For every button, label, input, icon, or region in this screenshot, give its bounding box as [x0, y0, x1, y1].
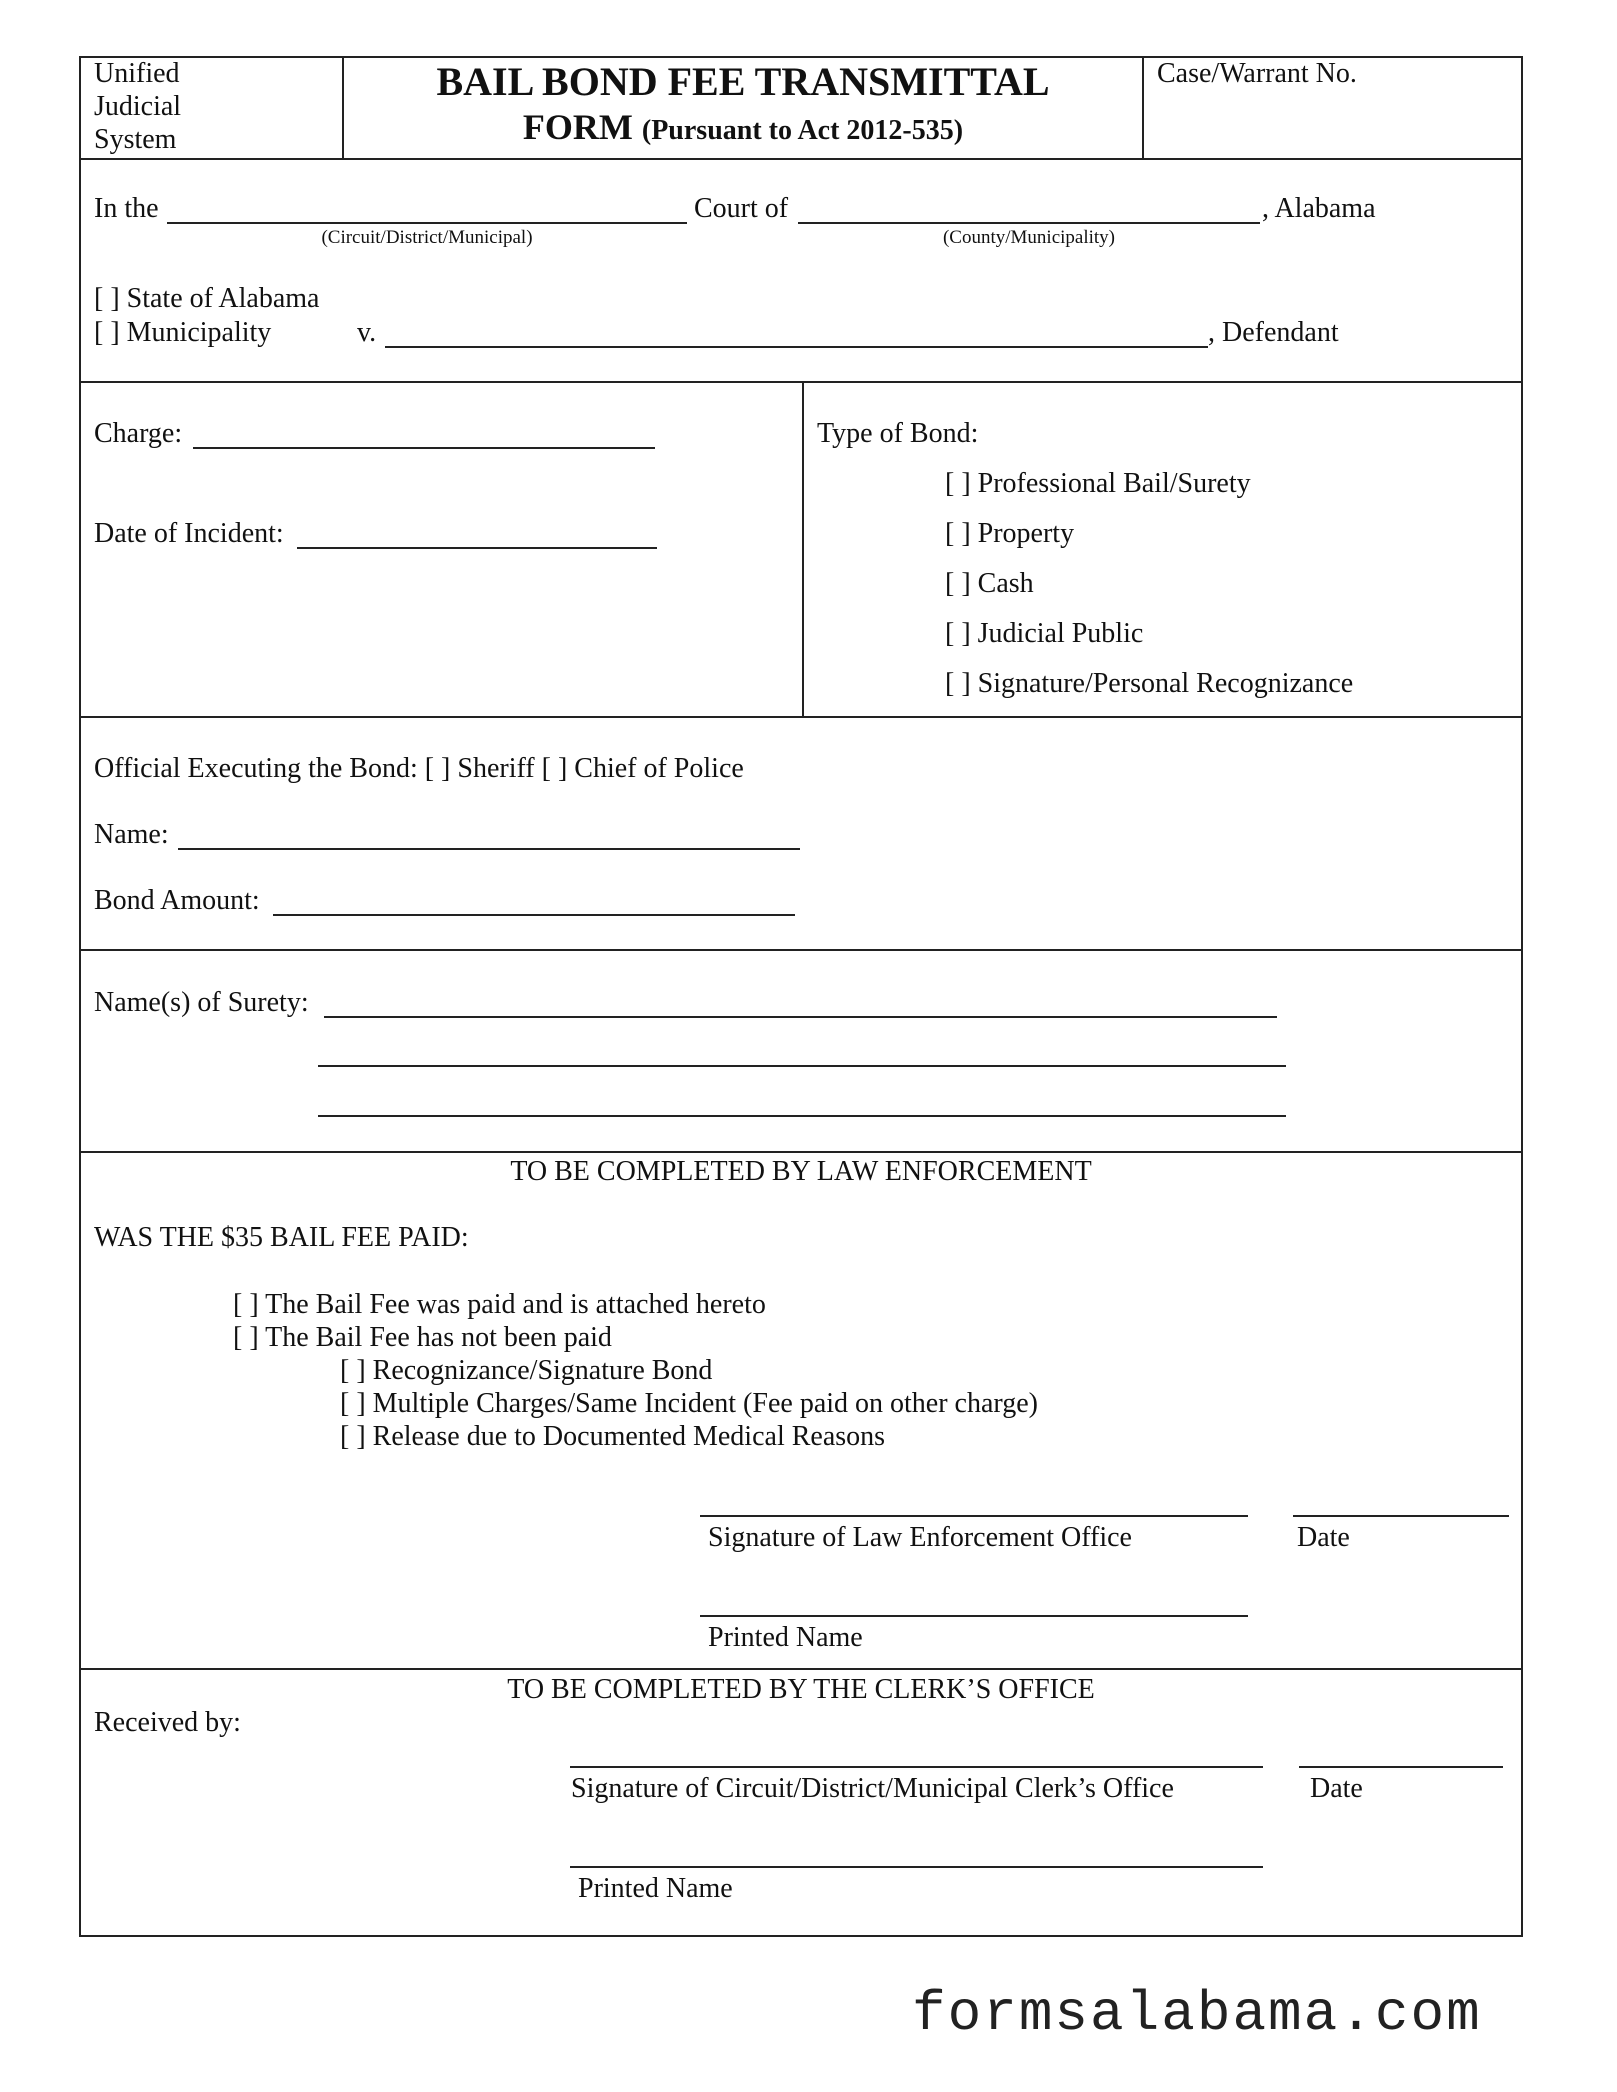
- surety-field-3[interactable]: [318, 1115, 1286, 1117]
- medical-release-option[interactable]: [ ] Release due to Documented Medical Reasons: [340, 1421, 886, 1452]
- municipality-option[interactable]: [ ] Municipality: [94, 317, 272, 348]
- case-warrant-label: Case/Warrant No.: [1157, 58, 1357, 89]
- official-executing-line[interactable]: Official Executing the Bond: [ ] Sheriff [ ] Chief of Police: [94, 753, 744, 784]
- officer-signature-label: Signature of Law Enforcement Office: [708, 1522, 1132, 1553]
- state-of-alabama-option[interactable]: [ ] State of Alabama: [94, 283, 320, 314]
- officer-date-label: Date: [1297, 1522, 1350, 1553]
- charge-field[interactable]: [193, 447, 655, 449]
- county-hint: (County/Municipality): [942, 227, 1116, 248]
- type-of-bond-label: Type of Bond:: [817, 418, 979, 449]
- fee-not-paid-option[interactable]: [ ] The Bail Fee has not been paid: [233, 1322, 612, 1353]
- case-warrant-field[interactable]: [1146, 92, 1518, 154]
- officer-date-field[interactable]: [1293, 1515, 1509, 1517]
- multiple-charges-option[interactable]: [ ] Multiple Charges/Same Incident (Fee paid on other charge): [340, 1388, 1038, 1419]
- form-title-subtitle: (Pursuant to Act 2012-535): [641, 115, 964, 146]
- clerk-signature-label: Signature of Circuit/District/Municipal Clerk’s Office: [571, 1773, 1174, 1804]
- bond-type-professional[interactable]: [ ] Professional Bail/Surety: [945, 468, 1251, 499]
- system-line-1: Unified: [94, 58, 180, 89]
- county-field[interactable]: [798, 222, 1260, 224]
- defendant-label: , Defendant: [1208, 317, 1339, 348]
- form-title-line-2: [344, 106, 1142, 152]
- court-type-hint: (Circuit/District/Municipal): [321, 227, 533, 248]
- clerk-printed-name-field[interactable]: [570, 1866, 1263, 1868]
- official-name-label: Name:: [94, 819, 169, 850]
- bond-type-signature[interactable]: [ ] Signature/Personal Recognizance: [945, 668, 1354, 699]
- bond-type-property[interactable]: [ ] Property: [945, 518, 1075, 549]
- surety-field-1[interactable]: [324, 1016, 1277, 1018]
- surety-field-2[interactable]: [318, 1065, 1286, 1067]
- site-watermark: formsalabama.com: [912, 1982, 1482, 2046]
- court-of-label: Court of: [694, 193, 789, 224]
- charge-label: Charge:: [94, 418, 183, 449]
- system-line-2: Judicial: [94, 91, 182, 122]
- officer-printed-name-field[interactable]: [700, 1615, 1248, 1617]
- clerk-printed-name-label: Printed Name: [578, 1873, 733, 1904]
- clerk-date-field[interactable]: [1299, 1766, 1503, 1768]
- date-of-incident-label: Date of Incident:: [94, 518, 284, 549]
- recognizance-option[interactable]: [ ] Recognizance/Signature Bond: [340, 1355, 713, 1386]
- officer-signature-field[interactable]: [700, 1515, 1248, 1517]
- alabama-label: , Alabama: [1262, 193, 1376, 224]
- form-title-word: FORM: [522, 107, 633, 147]
- law-enforcement-heading: TO BE COMPLETED BY LAW ENFORCEMENT: [510, 1156, 1092, 1187]
- bail-fee-question: WAS THE $35 BAIL FEE PAID:: [94, 1222, 469, 1253]
- versus-label: v.: [357, 317, 377, 348]
- in-the-label: In the: [94, 193, 159, 224]
- court-type-field[interactable]: [167, 222, 687, 224]
- clerk-date-label: Date: [1310, 1773, 1363, 1804]
- defendant-field[interactable]: [385, 346, 1208, 348]
- date-of-incident-field[interactable]: [297, 547, 657, 549]
- bond-amount-field[interactable]: [273, 914, 795, 916]
- form-title: BAIL BOND FEE TRANSMITTAL: [436, 59, 1050, 104]
- clerk-signature-field[interactable]: [570, 1766, 1263, 1768]
- bond-amount-label: Bond Amount:: [94, 885, 260, 916]
- bond-type-cash[interactable]: [ ] Cash: [945, 568, 1034, 599]
- official-name-field[interactable]: [178, 848, 800, 850]
- officer-printed-name-label: Printed Name: [708, 1622, 863, 1653]
- system-line-3: System: [94, 124, 177, 155]
- bond-type-judicial-public[interactable]: [ ] Judicial Public: [945, 618, 1144, 649]
- surety-label: Name(s) of Surety:: [94, 987, 309, 1018]
- received-by-label: Received by:: [94, 1707, 241, 1738]
- clerk-heading: TO BE COMPLETED BY THE CLERK’S OFFICE: [507, 1674, 1095, 1705]
- fee-paid-option[interactable]: [ ] The Bail Fee was paid and is attached hereto: [233, 1289, 766, 1320]
